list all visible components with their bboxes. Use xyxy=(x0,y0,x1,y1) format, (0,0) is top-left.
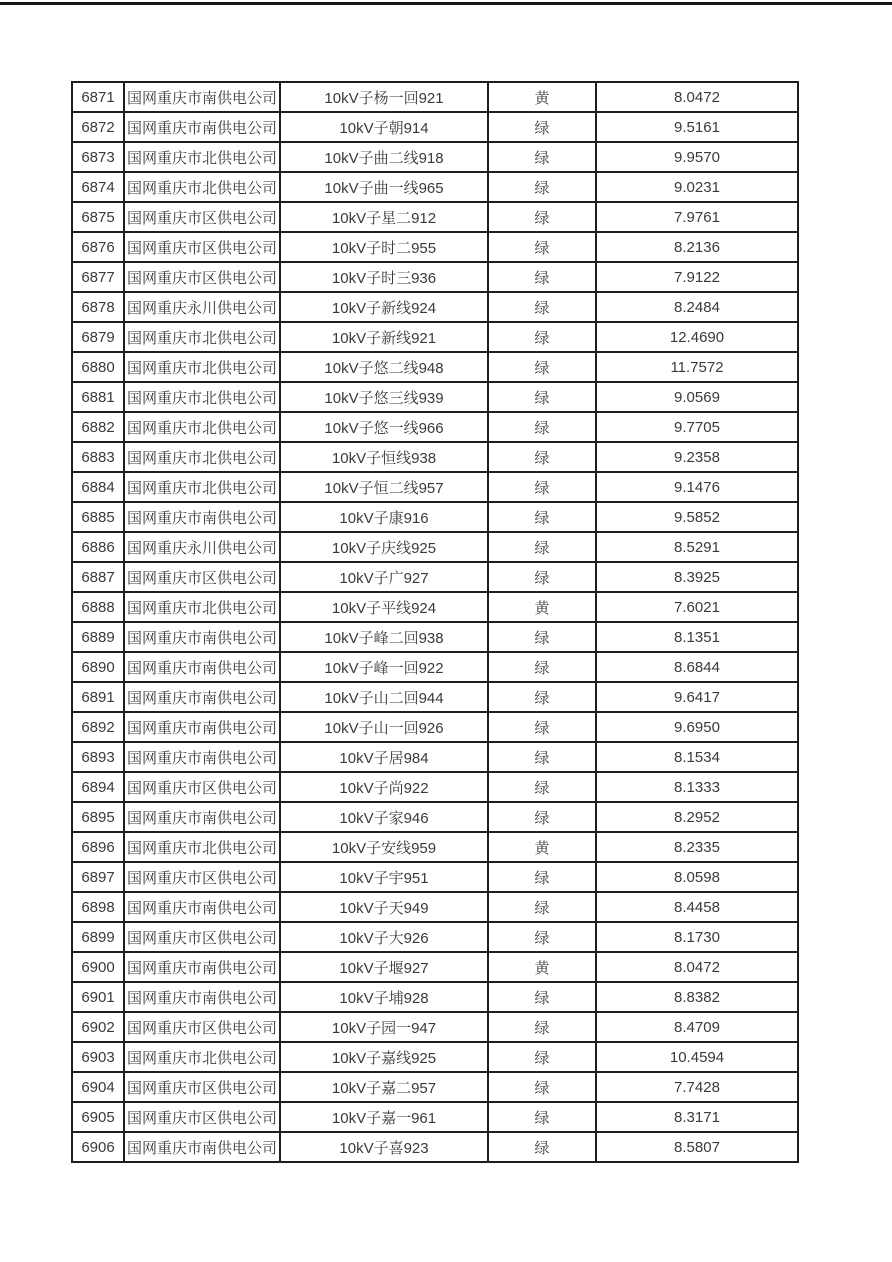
company-cell: 国网重庆市北供电公司 xyxy=(124,352,280,382)
value-cell: 7.6021 xyxy=(596,592,798,622)
value-cell: 8.4709 xyxy=(596,1012,798,1042)
table-row xyxy=(72,202,798,232)
line-name-cell: 10kV子居984 xyxy=(280,742,488,772)
value-cell: 9.1476 xyxy=(596,472,798,502)
value-cell: 8.1534 xyxy=(596,742,798,772)
company-cell: 国网重庆市北供电公司 xyxy=(124,172,280,202)
line-name-cell: 10kV子庆线925 xyxy=(280,532,488,562)
company-cell: 国网重庆市区供电公司 xyxy=(124,772,280,802)
color-status-cell: 黄 xyxy=(488,952,596,982)
value-cell: 8.5807 xyxy=(596,1132,798,1162)
line-name-cell: 10kV子新线924 xyxy=(280,292,488,322)
value-cell: 12.4690 xyxy=(596,322,798,352)
line-name-cell: 10kV子悠二线948 xyxy=(280,352,488,382)
row-id-cell: 6894 xyxy=(72,772,124,802)
company-cell: 国网重庆市北供电公司 xyxy=(124,1042,280,1072)
company-cell: 国网重庆市南供电公司 xyxy=(124,982,280,1012)
company-cell: 国网重庆市南供电公司 xyxy=(124,82,280,112)
table-row xyxy=(72,892,798,922)
line-name-cell: 10kV子山一回926 xyxy=(280,712,488,742)
row-id-cell: 6881 xyxy=(72,382,124,412)
color-status-cell: 绿 xyxy=(488,802,596,832)
value-cell: 8.3171 xyxy=(596,1102,798,1132)
color-status-cell: 绿 xyxy=(488,472,596,502)
color-status-cell: 绿 xyxy=(488,742,596,772)
table-row xyxy=(72,1132,798,1162)
value-cell: 7.7428 xyxy=(596,1072,798,1102)
color-status-cell: 绿 xyxy=(488,172,596,202)
color-status-cell: 绿 xyxy=(488,442,596,472)
value-cell: 9.0569 xyxy=(596,382,798,412)
value-cell: 8.0472 xyxy=(596,82,798,112)
table-row xyxy=(72,772,798,802)
line-name-cell: 10kV子园一947 xyxy=(280,1012,488,1042)
table-row xyxy=(72,1102,798,1132)
color-status-cell: 绿 xyxy=(488,862,596,892)
color-status-cell: 黄 xyxy=(488,832,596,862)
value-cell: 8.2335 xyxy=(596,832,798,862)
table-row xyxy=(72,442,798,472)
table-row xyxy=(72,502,798,532)
row-id-cell: 6883 xyxy=(72,442,124,472)
row-id-cell: 6906 xyxy=(72,1132,124,1162)
row-id-cell: 6877 xyxy=(72,262,124,292)
line-name-cell: 10kV子宇951 xyxy=(280,862,488,892)
row-id-cell: 6885 xyxy=(72,502,124,532)
line-name-cell: 10kV子时三936 xyxy=(280,262,488,292)
line-name-cell: 10kV子家946 xyxy=(280,802,488,832)
line-name-cell: 10kV子杨一回921 xyxy=(280,82,488,112)
table-row xyxy=(72,832,798,862)
company-cell: 国网重庆市区供电公司 xyxy=(124,1102,280,1132)
row-id-cell: 6879 xyxy=(72,322,124,352)
value-cell: 8.1351 xyxy=(596,622,798,652)
row-id-cell: 6888 xyxy=(72,592,124,622)
row-id-cell: 6887 xyxy=(72,562,124,592)
table-row xyxy=(72,1012,798,1042)
row-id-cell: 6891 xyxy=(72,682,124,712)
company-cell: 国网重庆市南供电公司 xyxy=(124,622,280,652)
company-cell: 国网重庆市南供电公司 xyxy=(124,712,280,742)
table-row xyxy=(72,982,798,1012)
line-name-cell: 10kV子曲二线918 xyxy=(280,142,488,172)
value-cell: 8.6844 xyxy=(596,652,798,682)
line-name-cell: 10kV子安线959 xyxy=(280,832,488,862)
page-top-rule xyxy=(0,2,892,5)
table-row xyxy=(72,82,798,112)
row-id-cell: 6902 xyxy=(72,1012,124,1042)
row-id-cell: 6890 xyxy=(72,652,124,682)
company-cell: 国网重庆永川供电公司 xyxy=(124,532,280,562)
value-cell: 9.5161 xyxy=(596,112,798,142)
color-status-cell: 绿 xyxy=(488,712,596,742)
table-row xyxy=(72,412,798,442)
color-status-cell: 绿 xyxy=(488,892,596,922)
line-name-cell: 10kV子喜923 xyxy=(280,1132,488,1162)
line-name-cell: 10kV子堰927 xyxy=(280,952,488,982)
color-status-cell: 绿 xyxy=(488,1012,596,1042)
row-id-cell: 6871 xyxy=(72,82,124,112)
value-cell: 8.2136 xyxy=(596,232,798,262)
table-row xyxy=(72,952,798,982)
table-body xyxy=(72,82,798,1162)
line-name-cell: 10kV子嘉一961 xyxy=(280,1102,488,1132)
company-cell: 国网重庆永川供电公司 xyxy=(124,292,280,322)
value-cell: 9.2358 xyxy=(596,442,798,472)
company-cell: 国网重庆市北供电公司 xyxy=(124,592,280,622)
row-id-cell: 6889 xyxy=(72,622,124,652)
company-cell: 国网重庆市南供电公司 xyxy=(124,742,280,772)
table-row xyxy=(72,802,798,832)
line-name-cell: 10kV子尚922 xyxy=(280,772,488,802)
row-id-cell: 6899 xyxy=(72,922,124,952)
table-row xyxy=(72,262,798,292)
value-cell: 10.4594 xyxy=(596,1042,798,1072)
color-status-cell: 绿 xyxy=(488,982,596,1012)
value-cell: 9.7705 xyxy=(596,412,798,442)
company-cell: 国网重庆市北供电公司 xyxy=(124,472,280,502)
company-cell: 国网重庆市区供电公司 xyxy=(124,262,280,292)
company-cell: 国网重庆市北供电公司 xyxy=(124,442,280,472)
table-row xyxy=(72,742,798,772)
color-status-cell: 绿 xyxy=(488,382,596,412)
table-row xyxy=(72,562,798,592)
row-id-cell: 6882 xyxy=(72,412,124,442)
company-cell: 国网重庆市区供电公司 xyxy=(124,562,280,592)
line-name-cell: 10kV子恒二线957 xyxy=(280,472,488,502)
company-cell: 国网重庆市北供电公司 xyxy=(124,142,280,172)
company-cell: 国网重庆市北供电公司 xyxy=(124,832,280,862)
table-row xyxy=(72,382,798,412)
company-cell: 国网重庆市南供电公司 xyxy=(124,112,280,142)
color-status-cell: 绿 xyxy=(488,1102,596,1132)
line-name-cell: 10kV子曲一线965 xyxy=(280,172,488,202)
company-cell: 国网重庆市北供电公司 xyxy=(124,322,280,352)
color-status-cell: 黄 xyxy=(488,82,596,112)
company-cell: 国网重庆市北供电公司 xyxy=(124,382,280,412)
line-name-cell: 10kV子嘉二957 xyxy=(280,1072,488,1102)
line-name-cell: 10kV子嘉线925 xyxy=(280,1042,488,1072)
row-id-cell: 6878 xyxy=(72,292,124,322)
color-status-cell: 绿 xyxy=(488,292,596,322)
line-name-cell: 10kV子广927 xyxy=(280,562,488,592)
table-row xyxy=(72,1042,798,1072)
value-cell: 8.4458 xyxy=(596,892,798,922)
line-name-cell: 10kV子平线924 xyxy=(280,592,488,622)
color-status-cell: 绿 xyxy=(488,1072,596,1102)
value-cell: 8.0598 xyxy=(596,862,798,892)
table-row xyxy=(72,532,798,562)
company-cell: 国网重庆市南供电公司 xyxy=(124,502,280,532)
line-name-cell: 10kV子康916 xyxy=(280,502,488,532)
color-status-cell: 绿 xyxy=(488,532,596,562)
company-cell: 国网重庆市区供电公司 xyxy=(124,1012,280,1042)
power-line-table xyxy=(71,81,799,1163)
row-id-cell: 6880 xyxy=(72,352,124,382)
row-id-cell: 6892 xyxy=(72,712,124,742)
row-id-cell: 6895 xyxy=(72,802,124,832)
table-row xyxy=(72,172,798,202)
color-status-cell: 绿 xyxy=(488,1132,596,1162)
value-cell: 9.9570 xyxy=(596,142,798,172)
row-id-cell: 6884 xyxy=(72,472,124,502)
table-row xyxy=(72,472,798,502)
line-name-cell: 10kV子朝914 xyxy=(280,112,488,142)
table-row xyxy=(72,862,798,892)
color-status-cell: 绿 xyxy=(488,772,596,802)
line-name-cell: 10kV子新线921 xyxy=(280,322,488,352)
value-cell: 8.2484 xyxy=(596,292,798,322)
value-cell: 8.2952 xyxy=(596,802,798,832)
color-status-cell: 黄 xyxy=(488,592,596,622)
company-cell: 国网重庆市南供电公司 xyxy=(124,802,280,832)
row-id-cell: 6872 xyxy=(72,112,124,142)
line-name-cell: 10kV子天949 xyxy=(280,892,488,922)
value-cell: 8.0472 xyxy=(596,952,798,982)
color-status-cell: 绿 xyxy=(488,622,596,652)
color-status-cell: 绿 xyxy=(488,262,596,292)
value-cell: 8.5291 xyxy=(596,532,798,562)
company-cell: 国网重庆市南供电公司 xyxy=(124,952,280,982)
color-status-cell: 绿 xyxy=(488,232,596,262)
row-id-cell: 6898 xyxy=(72,892,124,922)
company-cell: 国网重庆市区供电公司 xyxy=(124,202,280,232)
row-id-cell: 6903 xyxy=(72,1042,124,1072)
color-status-cell: 绿 xyxy=(488,112,596,142)
company-cell: 国网重庆市南供电公司 xyxy=(124,1132,280,1162)
row-id-cell: 6896 xyxy=(72,832,124,862)
value-cell: 7.9122 xyxy=(596,262,798,292)
value-cell: 8.1333 xyxy=(596,772,798,802)
color-status-cell: 绿 xyxy=(488,352,596,382)
row-id-cell: 6874 xyxy=(72,172,124,202)
line-name-cell: 10kV子悠一线966 xyxy=(280,412,488,442)
row-id-cell: 6904 xyxy=(72,1072,124,1102)
value-cell: 9.6417 xyxy=(596,682,798,712)
table-row xyxy=(72,322,798,352)
table-row xyxy=(72,1072,798,1102)
row-id-cell: 6875 xyxy=(72,202,124,232)
table-row xyxy=(72,112,798,142)
company-cell: 国网重庆市北供电公司 xyxy=(124,412,280,442)
row-id-cell: 6893 xyxy=(72,742,124,772)
color-status-cell: 绿 xyxy=(488,562,596,592)
table-row xyxy=(72,292,798,322)
row-id-cell: 6897 xyxy=(72,862,124,892)
company-cell: 国网重庆市区供电公司 xyxy=(124,922,280,952)
row-id-cell: 6905 xyxy=(72,1102,124,1132)
company-cell: 国网重庆市南供电公司 xyxy=(124,682,280,712)
table-row xyxy=(72,712,798,742)
line-name-cell: 10kV子峰一回922 xyxy=(280,652,488,682)
color-status-cell: 绿 xyxy=(488,502,596,532)
table-row xyxy=(72,682,798,712)
row-id-cell: 6900 xyxy=(72,952,124,982)
value-cell: 9.5852 xyxy=(596,502,798,532)
color-status-cell: 绿 xyxy=(488,202,596,232)
table-row xyxy=(72,142,798,172)
company-cell: 国网重庆市南供电公司 xyxy=(124,652,280,682)
line-name-cell: 10kV子星二912 xyxy=(280,202,488,232)
color-status-cell: 绿 xyxy=(488,322,596,352)
line-name-cell: 10kV子时二955 xyxy=(280,232,488,262)
table-row xyxy=(72,232,798,262)
table-row xyxy=(72,652,798,682)
value-cell: 7.9761 xyxy=(596,202,798,232)
color-status-cell: 绿 xyxy=(488,1042,596,1072)
row-id-cell: 6901 xyxy=(72,982,124,1012)
table-row xyxy=(72,922,798,952)
line-name-cell: 10kV子恒线938 xyxy=(280,442,488,472)
color-status-cell: 绿 xyxy=(488,142,596,172)
table-row xyxy=(72,352,798,382)
company-cell: 国网重庆市南供电公司 xyxy=(124,892,280,922)
table-row xyxy=(72,592,798,622)
value-cell: 9.6950 xyxy=(596,712,798,742)
line-name-cell: 10kV子峰二回938 xyxy=(280,622,488,652)
color-status-cell: 绿 xyxy=(488,922,596,952)
company-cell: 国网重庆市区供电公司 xyxy=(124,232,280,262)
company-cell: 国网重庆市区供电公司 xyxy=(124,862,280,892)
row-id-cell: 6876 xyxy=(72,232,124,262)
line-name-cell: 10kV子大926 xyxy=(280,922,488,952)
value-cell: 11.7572 xyxy=(596,352,798,382)
row-id-cell: 6886 xyxy=(72,532,124,562)
line-name-cell: 10kV子山二回944 xyxy=(280,682,488,712)
line-name-cell: 10kV子悠三线939 xyxy=(280,382,488,412)
value-cell: 9.0231 xyxy=(596,172,798,202)
value-cell: 8.1730 xyxy=(596,922,798,952)
line-name-cell: 10kV子埔928 xyxy=(280,982,488,1012)
row-id-cell: 6873 xyxy=(72,142,124,172)
value-cell: 8.3925 xyxy=(596,562,798,592)
color-status-cell: 绿 xyxy=(488,682,596,712)
company-cell: 国网重庆市区供电公司 xyxy=(124,1072,280,1102)
color-status-cell: 绿 xyxy=(488,652,596,682)
table-row xyxy=(72,622,798,652)
color-status-cell: 绿 xyxy=(488,412,596,442)
value-cell: 8.8382 xyxy=(596,982,798,1012)
